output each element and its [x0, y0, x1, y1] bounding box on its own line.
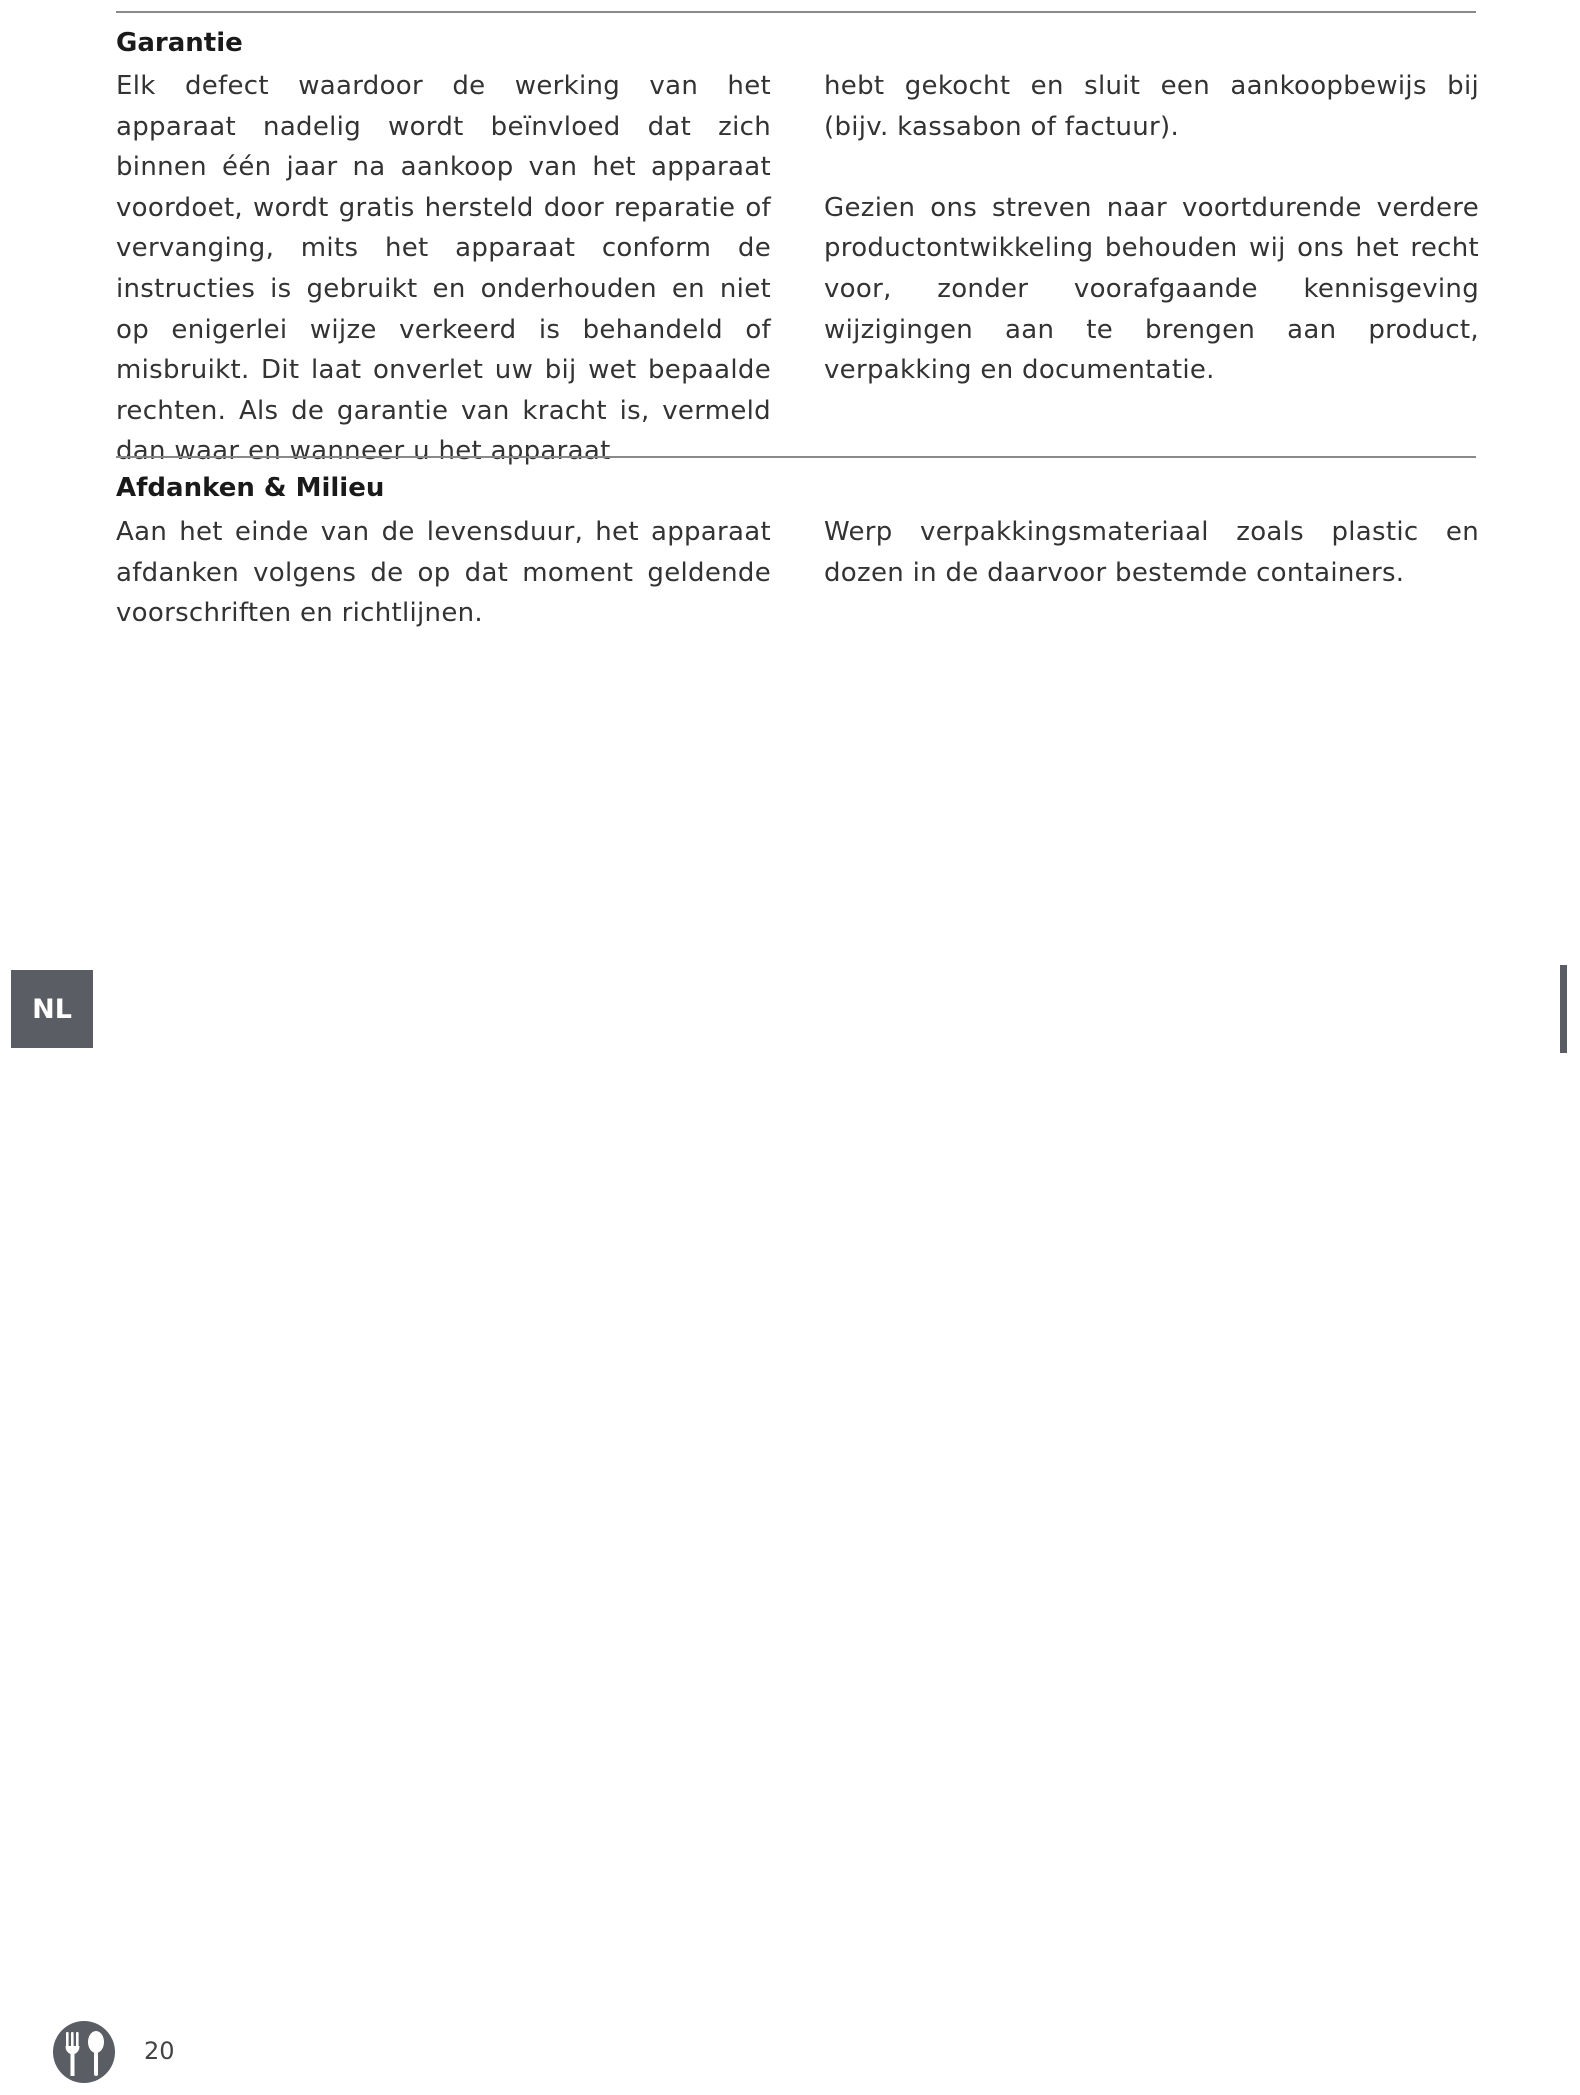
- afdanken-right-column: [824, 512, 1479, 593]
- language-tab: NL: [11, 970, 93, 1048]
- garantie-paragraph-3: Gezien ons streven naar voortdurende verdere productontwikkeling behouden wij ons het recht voor, zonder voorafgaande kennisgeving wijzigingen aan te brengen aan product, verpakking en documentatie.: [824, 192, 1479, 386]
- garantie-right-column: [824, 66, 1479, 391]
- section-divider: [116, 456, 1476, 458]
- afdanken-paragraph-2: Werp verpakkingsmateriaal zoals plastic en dozen in de daarvoor bestemde containers.: [824, 517, 1479, 588]
- garantie-paragraph-2: hebt gekocht en sluit een aankoopbewijs bij (bijv. kassabon of factuur).: [824, 71, 1479, 142]
- garantie-paragraph-1: Elk defect waardoor de werking van het apparaat nadelig wordt beïnvloed dat zich binnen één jaar na aankoop van het apparaat voordoet, wordt gratis hersteld door reparatie of vervanging, mits het apparaat conform de instructies is gebruikt en onderhouden en niet op enigerlei wijze verkeerd is behandeld of misbruikt. Dit laat onverlet uw bij wet bepaalde rechten. Als de garantie van kracht is, vermeld dan waar en wanneer u het apparaat: [116, 71, 771, 467]
- afdanken-left-column: [116, 512, 771, 634]
- page-edge-marker: [1560, 965, 1567, 1053]
- afdanken-paragraph-1: Aan het einde van de levensduur, het apparaat afdanken volgens de op dat moment geldende voorschriften en richtlijnen.: [116, 517, 771, 629]
- top-divider: [116, 11, 1476, 13]
- page-number: 20: [144, 2037, 175, 2065]
- section-title-garantie: Garantie: [116, 28, 243, 58]
- cutlery-logo-icon: [52, 2020, 116, 2084]
- garantie-left-column: [116, 66, 771, 472]
- section-title-afdanken: Afdanken & Milieu: [116, 473, 385, 503]
